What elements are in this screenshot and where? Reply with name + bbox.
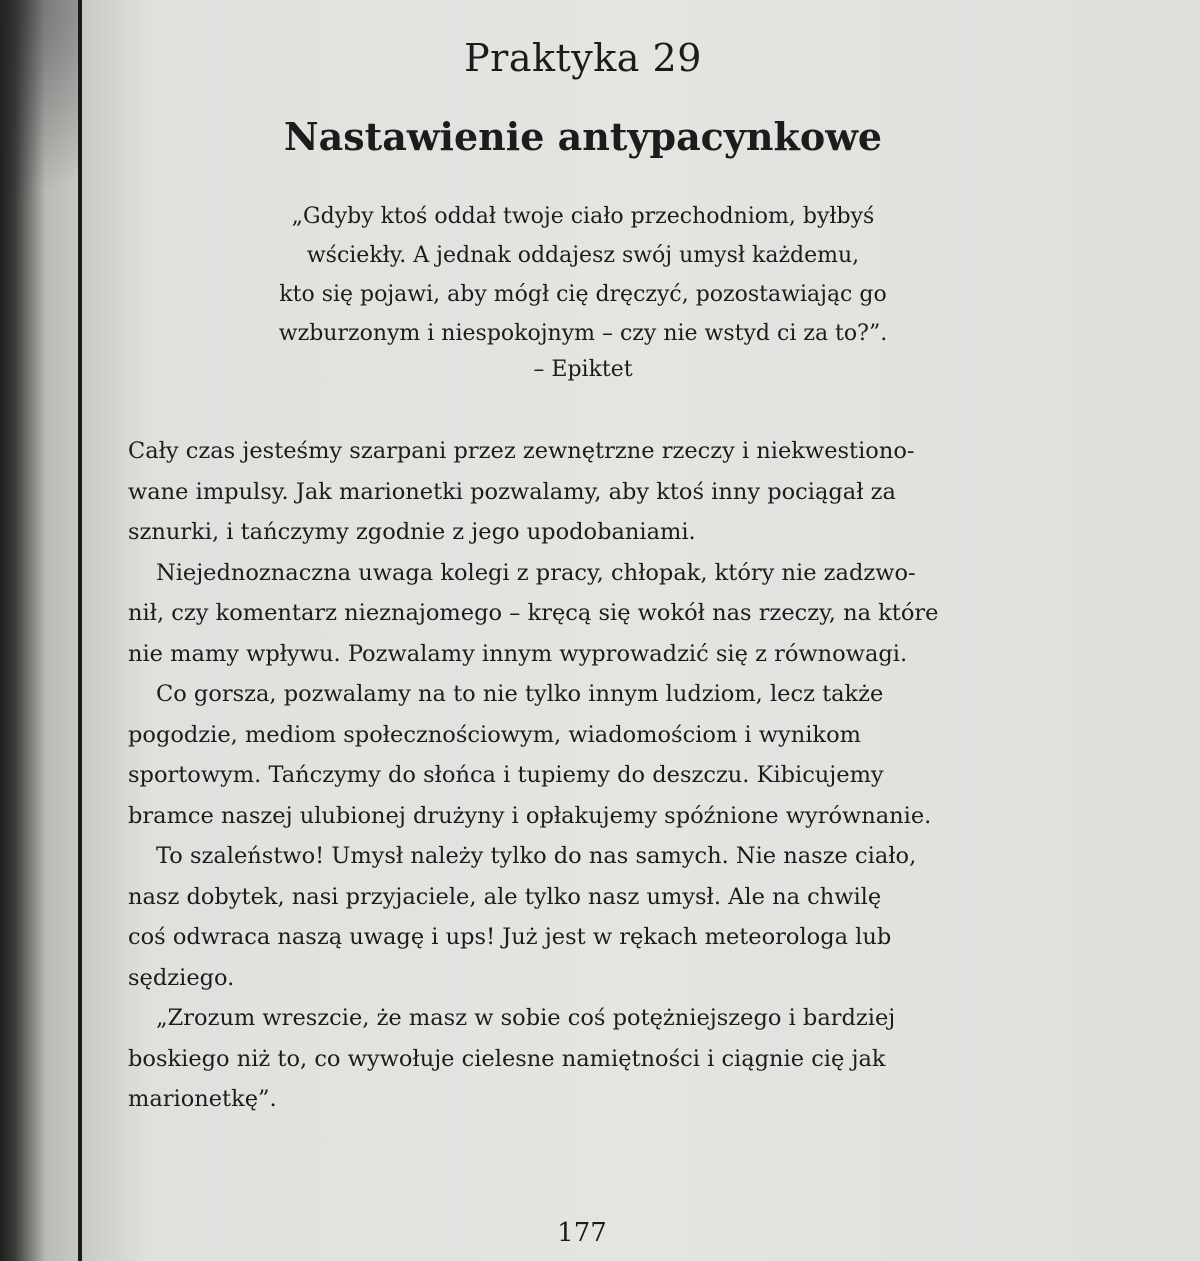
- page-content: [128, 36, 1038, 1120]
- page-number: 177: [557, 1218, 607, 1248]
- body-line: bramce naszej ulubionej drużyny i opłakujemy spóźnione wyrównanie.: [128, 802, 932, 829]
- body-line: pogodzie, mediom społecznościowym, wiadomościom i wynikom: [128, 721, 861, 748]
- body-line: sportowym. Tańczymy do słońca i tupiemy do deszczu. Kibicujemy: [128, 762, 884, 788]
- body-line: nie mamy wpływu. Pozwalamy innym wyprowadzić się z równowagi.: [128, 640, 908, 667]
- epigraph-quote: [233, 197, 933, 353]
- quote-line: wzburzonym i niespokojnym – czy nie wstyd ci za to?”.: [278, 321, 888, 346]
- body-line: Co gorsza, pozwalamy na to nie tylko innym ludziom, lecz także: [156, 681, 884, 707]
- body-line: sędziego.: [128, 964, 235, 991]
- body-text: [128, 431, 1038, 1120]
- quote-line: wściekły. A jednak oddajesz swój umysł każdemu,: [306, 243, 860, 268]
- body-line: nił, czy komentarz nieznajomego – kręcą się wokół nas rzeczy, na które: [128, 600, 939, 626]
- chapter-title: Nastawienie antypacynkowe: [283, 114, 883, 159]
- book-page: [82, 0, 1200, 1261]
- body-line: wane impulsy. Jak marionetki pozwalamy, aby ktoś inny pociągał za: [128, 478, 896, 505]
- body-line: Cały czas jesteśmy szarpani przez zewnętrzne rzeczy i niekwestiono-: [128, 438, 915, 464]
- quote-author: – Epiktet: [533, 357, 633, 382]
- practice-number: Praktyka 29: [464, 36, 702, 80]
- quote-line: kto się pojawi, aby mógł cię dręczyć, pozostawiając go: [279, 282, 887, 307]
- body-line: To szaleństwo! Umysł należy tylko do nas samych. Nie nasze ciało,: [156, 843, 917, 869]
- body-line: boskiego niż to, co wywołuje cielesne namiętności i ciągnie cię jak: [128, 1045, 886, 1072]
- body-line: marionetkę”.: [128, 1086, 277, 1112]
- quote-line: „Gdyby ktoś oddał twoje ciało przechodniom, byłbyś: [291, 204, 875, 229]
- body-line: sznurki, i tańczymy zgodnie z jego upodobaniami.: [128, 519, 696, 545]
- body-line: „Zrozum wreszcie, że masz w sobie coś potężniejszego i bardziej: [156, 1005, 896, 1031]
- body-line: Niejednoznaczna uwaga kolegi z pracy, chłopak, który nie zadzwo-: [156, 559, 916, 586]
- body-line: nasz dobytek, nasi przyjaciele, ale tylko nasz umysł. Ale na chwilę: [128, 883, 882, 910]
- body-line: coś odwraca naszą uwagę i ups! Już jest w rękach meteorologa lub: [128, 924, 892, 950]
